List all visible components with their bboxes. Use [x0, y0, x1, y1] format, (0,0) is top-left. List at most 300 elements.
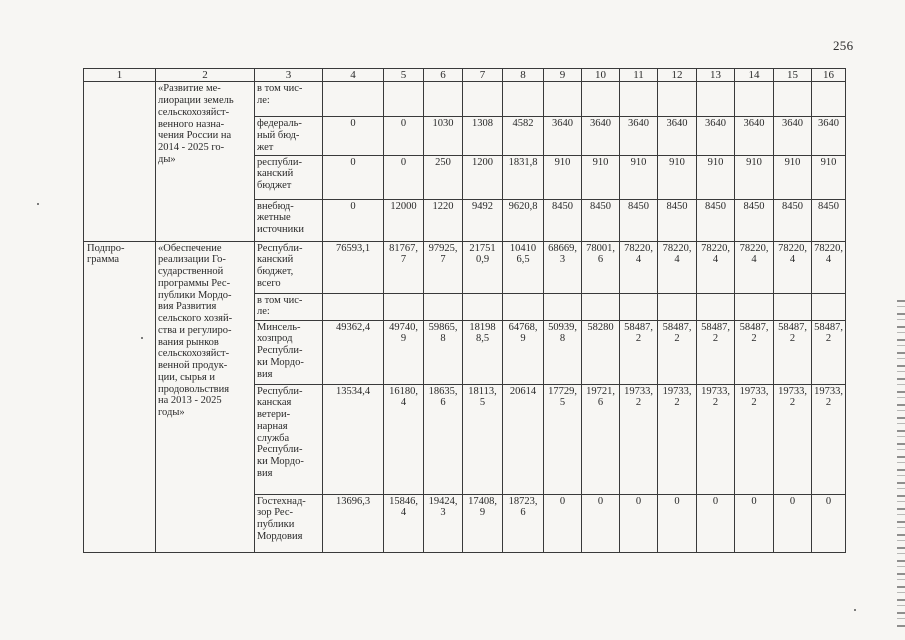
- value-line: 2: [635, 333, 642, 345]
- value-cell: 910: [697, 155, 735, 199]
- column-number-header: 16: [812, 69, 846, 82]
- value-line: 2: [712, 333, 719, 345]
- value-cell: [582, 320, 620, 384]
- program-name-cell: [156, 241, 255, 552]
- row-category-cell: [84, 82, 156, 241]
- cell-line: канский: [257, 168, 294, 180]
- value-cell: [812, 293, 846, 320]
- scan-speck: [854, 609, 856, 611]
- value-cell: [774, 293, 812, 320]
- column-number-header: 10: [582, 69, 620, 82]
- value-cell: [424, 293, 463, 320]
- column-number-header: 15: [774, 69, 812, 82]
- value-line: 5: [559, 397, 566, 409]
- funding-source-cell: [255, 494, 323, 552]
- value-cell: [620, 82, 658, 117]
- value-cell: [735, 494, 774, 552]
- value-line: 19733,: [662, 385, 692, 397]
- value-cell: 3640: [735, 117, 774, 155]
- value-cell: [424, 494, 463, 552]
- cell-line: сударственной: [158, 266, 224, 278]
- value-line: 19733,: [701, 385, 730, 397]
- value-line: 4: [789, 254, 796, 266]
- cell-line: сельскохозяйст-: [158, 106, 230, 118]
- value-cell: 8450: [697, 199, 735, 241]
- value-cell: 9492: [463, 199, 503, 241]
- value-line: 20614: [509, 385, 537, 397]
- value-cell: 1831,8: [503, 155, 544, 199]
- funding-source-cell: [255, 293, 323, 320]
- cell-line: ле:: [257, 95, 270, 107]
- cell-line: хозпрод: [257, 333, 293, 345]
- cell-line: служба: [257, 432, 290, 444]
- value-line: 6: [440, 397, 446, 409]
- value-cell: [620, 293, 658, 320]
- value-line: 2: [635, 397, 642, 409]
- value-line: 49740,: [389, 321, 418, 333]
- value-line: 15846,: [389, 495, 418, 507]
- value-cell: [658, 293, 697, 320]
- value-cell: [812, 320, 846, 384]
- cell-line: канская: [257, 397, 292, 409]
- cell-line: ветери-: [257, 409, 291, 421]
- value-line: 2: [751, 397, 757, 409]
- cell-line: вия: [257, 368, 273, 380]
- value-line: 9: [520, 333, 526, 345]
- value-line: 19733,: [814, 385, 843, 397]
- value-line: 78220,: [624, 242, 653, 254]
- value-line: 78220,: [662, 242, 692, 254]
- cell-line: зор Рес-: [257, 507, 293, 519]
- value-cell: [620, 494, 658, 552]
- value-cell: [658, 384, 697, 494]
- cell-line: продовольствия: [158, 383, 230, 395]
- scan-edge-shadow: [897, 300, 905, 630]
- value-cell: [582, 293, 620, 320]
- value-line: 58487,: [701, 321, 730, 333]
- value-line: 58487,: [778, 321, 807, 333]
- value-line: 9: [479, 507, 486, 519]
- value-cell: [544, 293, 582, 320]
- value-cell: [384, 384, 424, 494]
- cell-line: сельского хозяй-: [158, 313, 233, 325]
- column-number-header: 12: [658, 69, 697, 82]
- value-line: 18113,: [468, 385, 497, 397]
- column-number-header: 2: [156, 69, 255, 82]
- value-cell: [323, 384, 384, 494]
- value-cell: [384, 320, 424, 384]
- cell-line: Мордовия: [257, 530, 303, 542]
- value-cell: [774, 241, 812, 293]
- value-cell: [697, 241, 735, 293]
- column-number-header: 8: [503, 69, 544, 82]
- value-line: 9: [400, 333, 407, 345]
- value-line: 0: [597, 495, 604, 507]
- cell-line: Республи-: [257, 345, 303, 357]
- value-line: 4: [712, 254, 719, 266]
- value-cell: 8450: [620, 199, 658, 241]
- value-cell: [735, 384, 774, 494]
- value-cell: [812, 384, 846, 494]
- value-cell: [384, 293, 424, 320]
- column-number-header: 4: [323, 69, 384, 82]
- program-name-cell: [156, 82, 255, 241]
- cell-line: вия: [257, 467, 273, 479]
- value-line: 58487,: [814, 321, 843, 333]
- value-cell: [503, 320, 544, 384]
- value-cell: [323, 82, 384, 117]
- value-line: 58487,: [662, 321, 692, 333]
- value-cell: [812, 494, 846, 552]
- table-row: [84, 241, 846, 293]
- value-cell: [697, 82, 735, 117]
- value-line: 2: [674, 333, 680, 345]
- value-line: 81767,: [389, 242, 418, 254]
- cell-line: ный бюд-: [257, 130, 300, 142]
- value-line: 17729,: [548, 385, 577, 397]
- value-line: 16180,: [389, 385, 418, 397]
- value-line: 4: [400, 397, 407, 409]
- value-cell: 1200: [463, 155, 503, 199]
- value-line: 4: [400, 507, 407, 519]
- value-line: 6: [597, 254, 604, 266]
- value-line: 2: [789, 397, 796, 409]
- value-cell: 0: [323, 117, 384, 155]
- value-cell: [503, 384, 544, 494]
- value-cell: [503, 241, 544, 293]
- cell-line: Республи-: [257, 242, 303, 254]
- column-number-header: 5: [384, 69, 424, 82]
- value-cell: [774, 320, 812, 384]
- value-cell: [384, 82, 424, 117]
- value-cell: 910: [812, 155, 846, 199]
- value-line: 19721,: [586, 385, 615, 397]
- value-cell: [424, 320, 463, 384]
- funding-source-cell: [255, 241, 323, 293]
- value-line: 19733,: [778, 385, 807, 397]
- value-cell: [323, 494, 384, 552]
- cell-line: ды»: [158, 153, 176, 165]
- value-line: 4: [635, 254, 642, 266]
- cell-line: Подпро-: [87, 242, 125, 254]
- cell-line: «Развитие ме-: [158, 83, 221, 95]
- value-line: 0,9: [475, 254, 490, 266]
- value-line: 64768,: [508, 321, 538, 333]
- value-cell: [582, 384, 620, 494]
- value-cell: 8450: [582, 199, 620, 241]
- value-line: 59865,: [428, 321, 458, 333]
- value-line: 2: [789, 333, 796, 345]
- cell-line: реализации Го-: [158, 254, 226, 266]
- header-row: [84, 69, 846, 82]
- value-cell: [463, 241, 503, 293]
- value-cell: [735, 241, 774, 293]
- cell-line: бюджет: [257, 180, 292, 192]
- value-cell: 3640: [812, 117, 846, 155]
- value-cell: [424, 82, 463, 117]
- value-cell: 4582: [503, 117, 544, 155]
- page-number: 256: [833, 38, 854, 53]
- value-line: 4: [674, 254, 680, 266]
- value-cell: [544, 82, 582, 117]
- value-cell: [384, 241, 424, 293]
- value-cell: 910: [658, 155, 697, 199]
- value-line: 78220,: [778, 242, 807, 254]
- cell-line: сельскохозяйст-: [158, 348, 230, 360]
- value-line: 10410: [509, 242, 537, 254]
- value-cell: [582, 494, 620, 552]
- value-line: 18198: [469, 321, 496, 333]
- value-line: 3: [559, 254, 566, 266]
- value-cell: 3640: [582, 117, 620, 155]
- value-cell: [658, 494, 697, 552]
- value-line: 58280: [587, 321, 614, 333]
- column-number-header: 11: [620, 69, 658, 82]
- cell-line: лиорации земель: [158, 95, 234, 107]
- value-cell: [620, 384, 658, 494]
- cell-line: ки Мордо-: [257, 356, 304, 368]
- value-cell: 8450: [658, 199, 697, 241]
- value-line: 58487,: [624, 321, 653, 333]
- value-cell: 3640: [774, 117, 812, 155]
- value-line: 0: [789, 495, 796, 507]
- value-line: 21751: [469, 242, 496, 254]
- value-line: 49362,4: [335, 321, 371, 333]
- cell-line: вия Развития: [158, 301, 217, 313]
- cell-line: федераль-: [257, 118, 302, 130]
- funding-source-cell: [255, 199, 323, 241]
- value-line: 68669,: [548, 242, 577, 254]
- value-cell: 3640: [544, 117, 582, 155]
- value-line: 7: [400, 254, 407, 266]
- value-cell: [503, 82, 544, 117]
- cell-line: Республи-: [257, 385, 303, 397]
- value-line: 0: [825, 495, 832, 507]
- cell-line: «Обеспечение: [158, 242, 222, 254]
- value-cell: [503, 494, 544, 552]
- value-cell: [463, 384, 503, 494]
- value-line: 0: [751, 495, 757, 507]
- column-number-header: 13: [697, 69, 735, 82]
- value-cell: [323, 293, 384, 320]
- funding-source-cell: [255, 320, 323, 384]
- value-line: 13696,3: [335, 495, 371, 507]
- value-line: 4: [825, 254, 832, 266]
- value-cell: 910: [774, 155, 812, 199]
- column-number-header: 3: [255, 69, 323, 82]
- cell-line: источники: [257, 224, 304, 236]
- value-line: 0: [635, 495, 642, 507]
- value-line: 19733,: [739, 385, 769, 397]
- cell-line: нарная: [257, 420, 288, 432]
- cell-line: грамма: [87, 254, 120, 266]
- scan-speck: [141, 337, 143, 339]
- cell-line: жет: [257, 141, 274, 153]
- cell-line: внебюд-: [257, 200, 294, 212]
- cell-line: Республи-: [257, 444, 303, 456]
- value-line: 0: [712, 495, 719, 507]
- cell-line: бюджет,: [257, 266, 294, 278]
- cell-line: ле:: [257, 306, 270, 318]
- table-body: [84, 82, 846, 552]
- subprogram-label-cell: [84, 241, 156, 552]
- value-line: 6,5: [516, 254, 530, 266]
- cell-line: программы Рес-: [158, 277, 231, 289]
- cell-line: всего: [257, 277, 281, 289]
- value-line: 7: [440, 254, 446, 266]
- value-cell: [503, 293, 544, 320]
- value-cell: [735, 293, 774, 320]
- value-cell: [384, 494, 424, 552]
- value-line: 78001,: [586, 242, 615, 254]
- value-cell: 910: [582, 155, 620, 199]
- value-line: 6: [597, 397, 604, 409]
- value-cell: 8450: [774, 199, 812, 241]
- value-line: 2: [825, 333, 832, 345]
- value-cell: [544, 494, 582, 552]
- value-line: 76593,1: [335, 242, 371, 254]
- value-cell: [658, 82, 697, 117]
- value-cell: [812, 241, 846, 293]
- value-cell: 3640: [620, 117, 658, 155]
- value-cell: 8450: [735, 199, 774, 241]
- value-line: 18723,: [508, 495, 538, 507]
- value-line: 78220,: [701, 242, 730, 254]
- value-cell: 1308: [463, 117, 503, 155]
- column-number-header: 1: [84, 69, 156, 82]
- value-line: 8,5: [475, 333, 490, 345]
- value-cell: [463, 320, 503, 384]
- column-number-header: 6: [424, 69, 463, 82]
- value-cell: 0: [323, 155, 384, 199]
- value-cell: 9620,8: [503, 199, 544, 241]
- table-row: [84, 82, 846, 117]
- value-cell: [697, 320, 735, 384]
- value-cell: 3640: [658, 117, 697, 155]
- value-cell: 8450: [812, 199, 846, 241]
- value-line: 78220,: [814, 242, 843, 254]
- value-cell: [323, 320, 384, 384]
- value-cell: [463, 82, 503, 117]
- value-cell: [544, 384, 582, 494]
- cell-line: публики: [257, 519, 295, 531]
- funding-source-cell: [255, 117, 323, 155]
- cell-line: республи-: [257, 156, 302, 168]
- cell-line: вания рынков: [158, 336, 219, 348]
- value-cell: [812, 82, 846, 117]
- value-cell: 0: [384, 155, 424, 199]
- value-cell: [658, 241, 697, 293]
- cell-line: Гостехнад-: [257, 495, 306, 507]
- value-cell: [424, 241, 463, 293]
- value-cell: 910: [620, 155, 658, 199]
- cell-line: венного назна-: [158, 118, 225, 130]
- value-cell: [582, 241, 620, 293]
- value-cell: [424, 384, 463, 494]
- value-line: 2: [751, 333, 757, 345]
- value-cell: [544, 320, 582, 384]
- value-cell: 0: [384, 117, 424, 155]
- value-cell: 910: [544, 155, 582, 199]
- value-cell: [735, 82, 774, 117]
- value-cell: [697, 494, 735, 552]
- value-cell: [735, 320, 774, 384]
- value-line: 97925,: [428, 242, 458, 254]
- cell-line: в том чис-: [257, 83, 303, 95]
- value-line: 2: [825, 397, 832, 409]
- cell-line: жетные: [257, 212, 291, 224]
- value-cell: [323, 241, 384, 293]
- value-cell: [620, 320, 658, 384]
- value-line: 78220,: [739, 242, 769, 254]
- value-cell: 0: [323, 199, 384, 241]
- value-cell: 12000: [384, 199, 424, 241]
- value-line: 19424,: [428, 495, 458, 507]
- cell-line: чения России на: [158, 130, 232, 142]
- cell-line: канский: [257, 254, 294, 266]
- value-cell: 1030: [424, 117, 463, 155]
- value-line: 18635,: [428, 385, 458, 397]
- column-number-header: 14: [735, 69, 774, 82]
- cell-line: венной продук-: [158, 360, 228, 372]
- value-line: 6: [520, 507, 526, 519]
- value-line: 0: [674, 495, 680, 507]
- value-line: 2: [674, 397, 680, 409]
- value-cell: [774, 494, 812, 552]
- value-line: 4: [751, 254, 757, 266]
- value-line: 2: [712, 397, 719, 409]
- cell-line: ции, сырья и: [158, 371, 215, 383]
- value-cell: [463, 494, 503, 552]
- value-cell: [544, 241, 582, 293]
- value-line: 8: [440, 333, 446, 345]
- value-cell: 910: [735, 155, 774, 199]
- scan-speck: [37, 203, 39, 205]
- value-cell: [620, 241, 658, 293]
- column-number-header: 7: [463, 69, 503, 82]
- cell-line: ки Мордо-: [257, 456, 304, 468]
- value-line: 50939,: [548, 321, 577, 333]
- value-cell: [697, 384, 735, 494]
- cell-line: ства и регулиро-: [158, 324, 232, 336]
- value-line: 8: [559, 333, 566, 345]
- cell-line: публики Мордо-: [158, 289, 232, 301]
- funding-source-cell: [255, 155, 323, 199]
- value-line: 3: [440, 507, 446, 519]
- value-cell: [463, 293, 503, 320]
- cell-line: в том чис-: [257, 294, 303, 306]
- value-cell: [774, 384, 812, 494]
- value-line: 13534,4: [335, 385, 371, 397]
- value-cell: [582, 82, 620, 117]
- value-cell: 8450: [544, 199, 582, 241]
- cell-line: на 2013 - 2025: [158, 395, 222, 407]
- funding-source-cell: [255, 384, 323, 494]
- cell-line: Минсель-: [257, 321, 301, 333]
- value-cell: [658, 320, 697, 384]
- value-line: 0: [559, 495, 566, 507]
- value-line: 17408,: [468, 495, 497, 507]
- value-cell: 250: [424, 155, 463, 199]
- value-cell: 3640: [697, 117, 735, 155]
- value-cell: [774, 82, 812, 117]
- value-line: 5: [479, 397, 486, 409]
- budget-table: [83, 68, 846, 553]
- value-line: 58487,: [739, 321, 769, 333]
- value-line: 19733,: [624, 385, 653, 397]
- cell-line: 2014 - 2025 го-: [158, 142, 225, 154]
- column-number-header: 9: [544, 69, 582, 82]
